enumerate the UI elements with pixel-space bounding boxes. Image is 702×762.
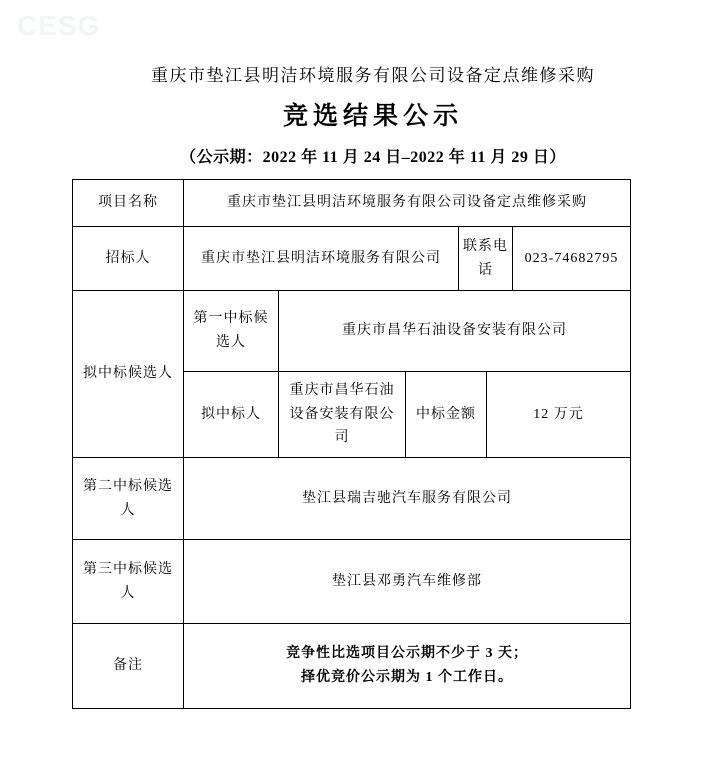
- page-title: 竞选结果公示: [282, 103, 463, 130]
- project-name-label: 项目名称: [73, 180, 184, 227]
- second-candidate-label: 第二中标候选人: [73, 458, 184, 540]
- publicity-period: （公示期：2022 年 11 月 24 日–2022 年 11 月 29 日）: [180, 149, 566, 166]
- first-candidate-label: 第一中标候选人: [184, 291, 279, 372]
- contact-phone-label: 联系电话: [459, 227, 513, 291]
- project-name-value: 重庆市垫江县明洁环境服务有限公司设备定点维修采购: [184, 180, 631, 227]
- tenderer-label: 招标人: [73, 227, 184, 291]
- contact-phone-value: 023-74682795: [513, 227, 631, 291]
- bid-amount-label: 中标金额: [406, 372, 487, 458]
- bid-amount-value: 12 万元: [487, 372, 631, 458]
- remark-line-1: 竞争性比选项目公示期不少于 3 天；: [286, 646, 528, 662]
- first-candidate-value: 重庆市昌华石油设备安装有限公司: [279, 291, 631, 372]
- watermark-logo: CESG: [17, 10, 101, 41]
- result-table: [72, 179, 631, 709]
- remark-value: [184, 624, 631, 709]
- third-candidate-value: 垫江县邓勇汽车维修部: [184, 540, 631, 624]
- proposed-winner-value: 重庆市昌华石油设备安装有限公司: [279, 372, 406, 458]
- remark-line-2: 择优竞价公示期为 1 个工作日。: [301, 670, 513, 685]
- second-candidate-value: 垫江县瑞吉驰汽车服务有限公司: [184, 458, 631, 540]
- remark-label: 备注: [73, 624, 184, 709]
- tenderer-value: 重庆市垫江县明洁环境服务有限公司: [184, 227, 459, 291]
- third-candidate-label: 第三中标候选人: [73, 540, 184, 624]
- candidates-group-label: 拟中标候选人: [73, 291, 184, 458]
- document-title: 重庆市垫江县明洁环境服务有限公司设备定点维修采购: [151, 66, 595, 85]
- proposed-winner-label: 拟中标人: [184, 372, 279, 458]
